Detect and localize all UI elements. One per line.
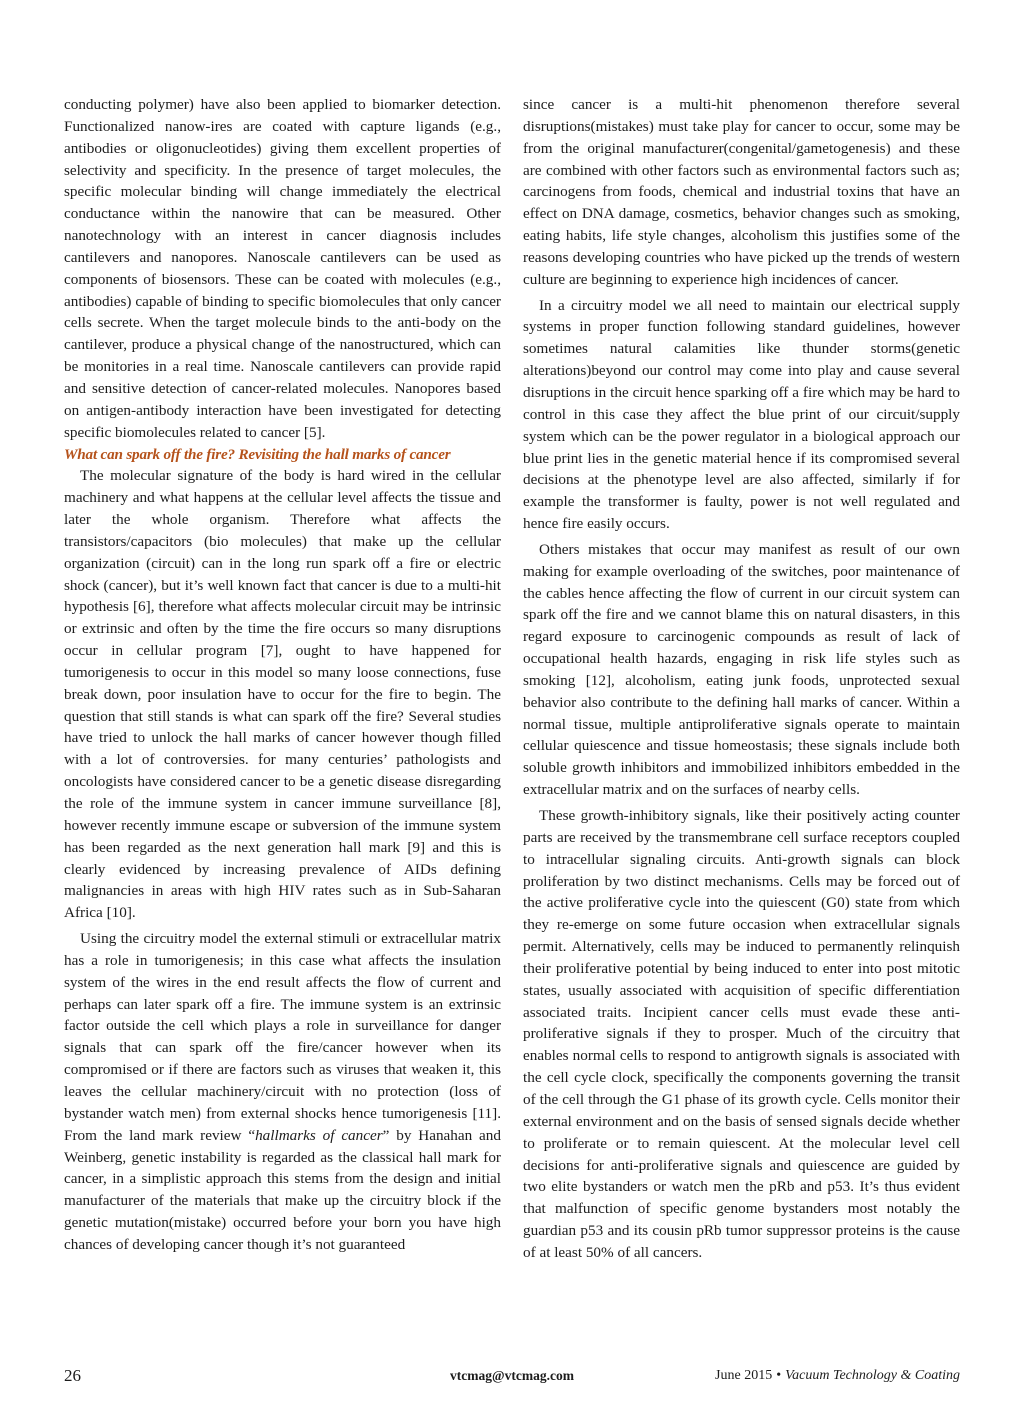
section-heading: What can spark off the fire? Revisiting the hall marks of cancer [64,445,451,463]
left-column [64,94,501,1256]
paragraph: These growth-inhibitory signals, like their positively acting counter parts are received by the transmembrane cell surface receptors coupled to intracellular signaling circuits. Anti-growth signals can block proliferation by two distinct mechanisms. Cells may be forced out of the active proliferative cycle into the quiescent (G0) state from which they re-emerge on some future occasion when extracellular signals permit. Alternatively, cells may be induced to permanently relinquish their proliferative potential by being induced to enter into post mitotic states, usually associated with acquisition of specific differentiation associated traits. Incipient cancer cells must evade these anti-proliferative signals if they to prosper. Much of the circuitry that enables normal cells to respond to antigrowth signals is associated with the cell cycle clock, specifically the components governing the transit of the cell through the G1 phase of its growth cycle. Cells monitor their external environment and on the basis of sensed signals decide whether to proliferate or to remain quiescent. At the molecular level cell decisions for anti-proliferative signals and quiescence are guided by two elite bystanders or watch men the pRb and p53. It’s thus evident that malfunction of specific genome bystanders most notably the guardian p53 and its cousin pRb tumor suppressor proteins is the cause of at least 50% of all cancers. [523,807,960,1261]
paragraph: since cancer is a multi-hit phenomenon therefore several disruptions(mistakes) must take play for cancer to occur, some may be from the original manufacturer(congenital/gametogenesis) and these are combined with other factors such as environmental factors such as; carcinogens from foods, chemical and industrial toxins that have an effect on DNA damage, cosmetics, behavior changes such as smoking, eating habits, life style changes, alcoholism this justifies some of the reasons developing countries who have picked up the trends of western culture are beginning to experience high incidences of cancer. [523,96,960,288]
page-number: 26 [64,1366,81,1385]
issue-date: June 2015 [715,1368,773,1383]
paragraph: The molecular signature of the body is hard wired in the cellular machinery and what happens at the cellular level affects the tissue and later the whole organism. Therefore what affects the transistors/capacitors (bio molecules) that make up the cellular organization (circuit) can in the long run spark off a fire or electric shock (cancer), but it’s well known fact that cancer is due to a multi-hit hypothesis [6], therefore what affects molecular circuit may be intrinsic or extrinsic and often by the time the fire occurs so many disruptions occur in cellular program [7], ought to have happened for tumorigenesis to occur in this model so many loose connections, fuse break down, poor insulation have to occur for the fire to begin. The question that still stands is what can spark off the fire? Several studies have tried to unlock the hall marks of cancer however though filled with a lot of controversies. for many centuries’ pathologists and oncologists have considered cancer to be a genetic disease disregarding the role of the immune system in cancer immune surveillance [8], however recently immune escape or subversion of the immune system has been regarded as the next generation hall mark [9] and this is clearly evidenced by increasing prevalence of AIDs defining malignancies in areas with high HIV rates such as in Sub-Saharan Africa [10]. [64,467,501,922]
page-footer [0,1366,1024,1390]
magazine-title: Vacuum Technology & Coating [785,1368,960,1383]
paragraph: In a circuitry model we all need to maintain our electrical supply systems in proper function following standard guidelines, however sometimes natural calamities like thunder storms(genetic alterations)beyond our control may come into play and cause several disruptions in the circuit hence sparking off a fire which may be hard to control in this case they affect the blue print of our circuit/supply system which can be the power regulator in a biological approach our blue print lies in the genetic material hence if its compromised several decisions at the phenotype level are also affected, similarly if for example the transformer is faulty, power is not well regulated and hence fire easily occurs. [523,296,960,533]
paragraph [64,928,501,1256]
paragraph-text: ” by Hanahan and Weinberg, genetic instability is regarded as the classical hall mark for cancer, in a simplistic approach this stems from the design and initial manufacturer of the materials that make up the circuitry block if the genetic mutation(mistake) occurred before your born you have high chances of developing cancer though it’s not guaranteed [64,1126,501,1253]
paragraph: conducting polymer) have also been applied to biomarker detection. Functionalized nanow-ires are coated with capture ligands (e.g., antibodies or oligonucleotides) giving them excellent properties of selectivity and specificity. In the presence of target molecules, the specific molecular binding will change immediately the electrical conductance within the nanowire that can be measured. Other nanotechnology with an interest in cancer diagnosis includes cantilevers and nanopores. Nanoscale cantilevers can be used as components of biosensors. These can be coated with molecules (e.g., antibodies) capable of binding to specific biomolecules that only cancer cells secrete. When the target molecule binds to the anti-body on the cantilever, produce a physical change of the nanostructured, which can be monitories in a real time. Nanoscale cantilevers can provide rapid and sensitive detection of cancer-related molecules. Nanopores based on antigen-antibody interaction have been investigated for detecting specific biomolecules related to cancer [5]. [64,96,501,441]
issue-info [715,1368,960,1384]
contact-email: vtcmag@vtcmag.com [450,1368,574,1383]
cited-title: hallmarks of cancer [255,1126,383,1144]
paragraph: Others mistakes that occur may manifest as result of our own making for example overloading of the switches, poor maintenance of the cables hence affecting the flow of current in our circuit system can spark off the fire and we cannot blame this on natural disasters, in this regard exposure to carcinogenic compounds as result of lack of occupational health hazards, engaging in risk life styles such as smoking [12], alcoholism, eating junk foods, unprotected sexual behavior also contribute to the defining hall marks of cancer. Within a normal tissue, multiple antiproliferative signals operate to maintain cellular quiescence and tissue homeostasis; these signals include both soluble growth inhibitors and immobilized inhibitors embedded in the extracellular matrix and on the surfaces of nearby cells. [523,540,960,799]
paragraph-text: Using the circuitry model the external stimuli or extracellular matrix has a role in tumorigenesis; in this case what affects the insulation system of the wires in the end result affects the flow of current and perhaps can later spark off a fire. The immune system is an extrinsic factor outside the cell which plays a role in surveillance for danger signals that can spark off the fire/cancer however when its compromised or if there are factors such as viruses that weaken it, this leaves the cellular machinery/circuit with no protection (loss of bystander watch men) from external shocks hence tumorigenesis [11]. From the land mark review “ [64,930,501,1144]
right-column [523,94,960,1264]
bullet-separator: • [776,1368,782,1383]
